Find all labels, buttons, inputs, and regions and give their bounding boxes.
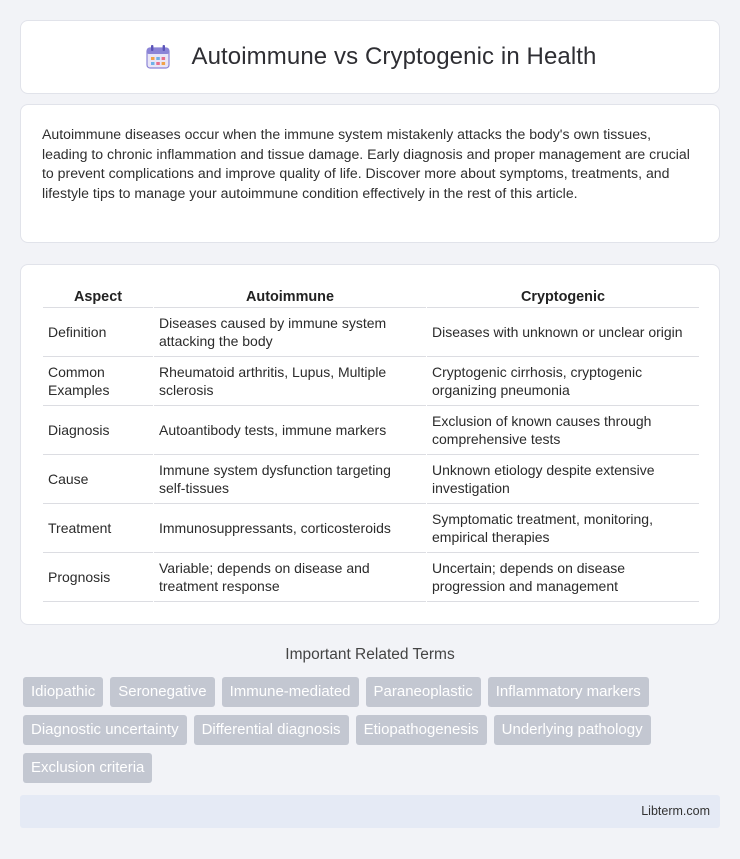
- related-term-tag[interactable]: Idiopathic: [23, 677, 103, 707]
- related-term-tag[interactable]: Etiopathogenesis: [356, 715, 487, 745]
- intro-text: Autoimmune diseases occur when the immune system mistakenly attacks the body's own tissues, leading to chronic inflammation and tissue damage. Early diagnosis and proper management are crucial to prevent complications and improve quality of life. Discover more about symptoms, treatments, and lifestyle tips to manage your autoimmune condition effectively in the rest of this article.: [42, 126, 690, 201]
- page-title: Autoimmune vs Cryptogenic in Health: [191, 43, 597, 70]
- related-term-tag[interactable]: Seronegative: [110, 677, 214, 707]
- cell-autoimmune: Diseases caused by immune system attacking the body: [154, 308, 426, 357]
- table-row: [43, 553, 699, 602]
- calendar-icon: [143, 42, 173, 72]
- table-row: [43, 357, 699, 406]
- cell-aspect: Definition: [43, 308, 153, 357]
- table-row: [43, 455, 699, 504]
- title-card: [20, 20, 720, 94]
- cell-autoimmune: Immunosuppressants, corticosteroids: [154, 504, 426, 553]
- cell-cryptogenic: Symptomatic treatment, monitoring, empirical therapies: [427, 504, 699, 553]
- table-row: [43, 504, 699, 553]
- related-term-tag[interactable]: Paraneoplastic: [366, 677, 481, 707]
- cell-autoimmune: Variable; depends on disease and treatment response: [154, 553, 426, 602]
- table-row: [43, 308, 699, 357]
- cell-cryptogenic: Exclusion of known causes through comprehensive tests: [427, 406, 699, 455]
- related-terms-title: Important Related Terms: [285, 646, 455, 663]
- table-header-row: [43, 285, 699, 308]
- cell-autoimmune: Rheumatoid arthritis, Lupus, Multiple sclerosis: [154, 357, 426, 406]
- footer: [20, 795, 720, 828]
- comparison-table: [42, 285, 700, 602]
- cell-cryptogenic: Diseases with unknown or unclear origin: [427, 308, 699, 357]
- related-term-tag[interactable]: Differential diagnosis: [194, 715, 349, 745]
- related-term-tag[interactable]: Inflammatory markers: [488, 677, 649, 707]
- cell-aspect: Prognosis: [43, 553, 153, 602]
- header-aspect: Aspect: [43, 285, 153, 308]
- cell-aspect: Common Examples: [43, 357, 153, 406]
- intro-card: [20, 104, 720, 243]
- related-term-tag[interactable]: Underlying pathology: [494, 715, 651, 745]
- footer-site-link[interactable]: Libterm.com: [641, 804, 710, 818]
- comparison-card: [20, 264, 720, 625]
- related-terms-list: [23, 677, 723, 783]
- cell-autoimmune: Autoantibody tests, immune markers: [154, 406, 426, 455]
- header-autoimmune: Autoimmune: [154, 285, 426, 308]
- cell-aspect: Treatment: [43, 504, 153, 553]
- cell-cryptogenic: Unknown etiology despite extensive investigation: [427, 455, 699, 504]
- table-row: [43, 406, 699, 455]
- related-term-tag[interactable]: Diagnostic uncertainty: [23, 715, 187, 745]
- cell-autoimmune: Immune system dysfunction targeting self-tissues: [154, 455, 426, 504]
- related-term-tag[interactable]: Exclusion criteria: [23, 753, 152, 783]
- cell-aspect: Diagnosis: [43, 406, 153, 455]
- related-term-tag[interactable]: Immune-mediated: [222, 677, 359, 707]
- cell-aspect: Cause: [43, 455, 153, 504]
- cell-cryptogenic: Cryptogenic cirrhosis, cryptogenic organizing pneumonia: [427, 357, 699, 406]
- header-cryptogenic: Cryptogenic: [427, 285, 699, 308]
- cell-cryptogenic: Uncertain; depends on disease progression and management: [427, 553, 699, 602]
